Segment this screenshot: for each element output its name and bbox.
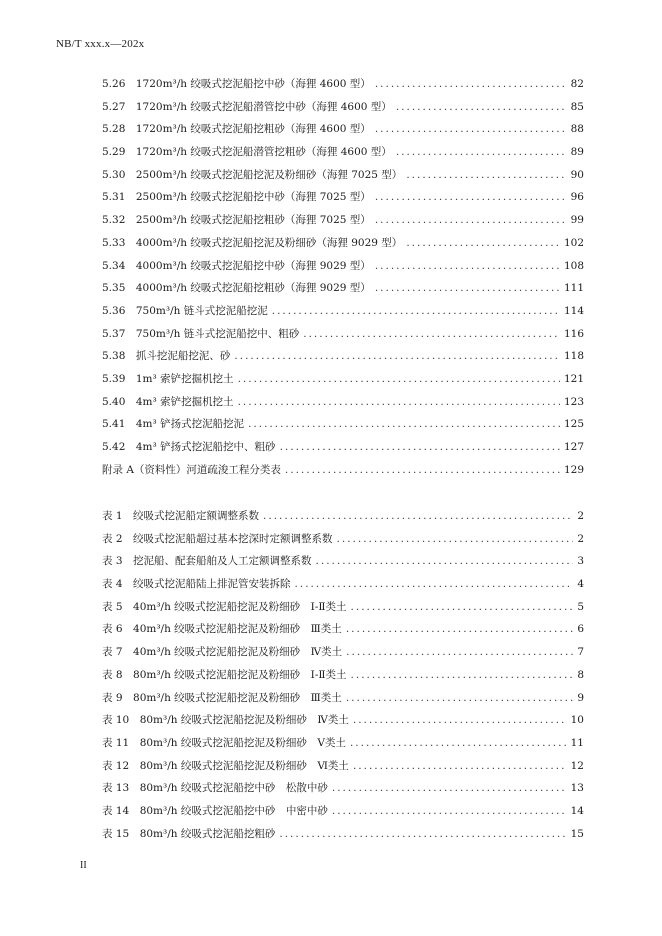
table-entry[interactable] — [102, 644, 584, 667]
toc-entry-label: 5.31 2500m³/h 绞吸式挖泥船挖中砂（海狸 7025 型） — [102, 191, 371, 204]
leader-dots — [238, 373, 560, 385]
table-entry-page: 9 — [577, 691, 584, 704]
toc-entry-label: 5.37 750m³/h 链斗式挖泥船挖中、粗砂 — [102, 327, 300, 340]
leader-dots — [375, 214, 567, 226]
table-entry-label: 表 7 40m³/h 绞吸式挖泥船挖泥及粉细砂 Ⅳ类土 — [102, 646, 343, 659]
leader-dots — [396, 101, 567, 113]
toc-entry-label: 5.30 2500m³/h 绞吸式挖泥船挖泥及粉细砂（海狸 7025 型） — [102, 168, 403, 181]
leader-dots — [375, 260, 560, 272]
leader-dots — [280, 441, 560, 453]
table-entry[interactable] — [102, 621, 584, 644]
toc-entry[interactable] — [102, 235, 584, 258]
table-entry-page: 12 — [570, 759, 584, 772]
leader-dots — [375, 191, 567, 203]
toc-entry-label: 5.27 1720m³/h 绞吸式挖泥船潜管挖中砂（海狸 4600 型） — [102, 100, 392, 113]
toc-entry-page: 89 — [570, 146, 584, 159]
table-entry-label: 表 11 80m³/h 绞吸式挖泥船挖泥及粉细砂 Ⅴ类土 — [102, 736, 346, 749]
toc-entry-label: 5.35 4000m³/h 绞吸式挖泥船挖粗砂（海狸 9029 型） — [102, 282, 371, 295]
toc-entry-page: 99 — [570, 214, 584, 227]
table-entry-page: 2 — [577, 510, 584, 522]
leader-dots — [316, 555, 574, 567]
toc-entry-page: 90 — [570, 168, 584, 181]
table-entry-page: 13 — [570, 782, 584, 795]
leader-dots — [375, 78, 567, 90]
toc-entry[interactable] — [102, 371, 584, 394]
table-entry-label: 表 2 绞吸式挖泥船超过基本挖深时定额调整系数 — [102, 532, 333, 545]
table-entry-page: 4 — [577, 578, 584, 591]
leader-dots — [332, 805, 567, 817]
table-entry-label: 表 12 80m³/h 绞吸式挖泥船挖泥及粉细砂 Ⅵ类土 — [102, 759, 349, 772]
table-entry[interactable] — [102, 531, 584, 554]
toc-entry-page: 129 — [563, 463, 584, 476]
toc-entry-label: 5.28 1720m³/h 绞吸式挖泥船挖粗砂（海狸 4600 型） — [102, 123, 371, 136]
table-entry-page: 14 — [570, 804, 584, 817]
toc-entry-label: 5.29 1720m³/h 绞吸式挖泥船潜管挖粗砂（海狸 4600 型） — [102, 146, 392, 159]
toc-entry-page: 88 — [570, 123, 584, 136]
toc-entry-page: 85 — [570, 100, 584, 113]
leader-dots — [234, 350, 560, 362]
table-entry-label: 表 8 80m³/h 绞吸式挖泥船挖泥及粉细砂 Ⅰ-Ⅱ类土 — [102, 668, 347, 681]
table-entry[interactable] — [102, 712, 584, 735]
toc-entry-page: 82 — [570, 78, 584, 90]
leader-dots — [351, 669, 574, 681]
table-entry[interactable] — [102, 553, 584, 576]
toc-entry[interactable] — [102, 76, 584, 99]
toc-entry[interactable] — [102, 144, 584, 167]
toc-entry[interactable] — [102, 348, 584, 371]
toc-entry-page: 111 — [563, 282, 584, 295]
toc-entry-label: 5.41 4m³ 铲扬式挖泥船挖泥 — [102, 418, 245, 431]
toc-entry-label: 附录 A（资料性）河道疏浚工程分类表 — [102, 463, 281, 476]
leader-dots — [375, 123, 567, 135]
toc-entry-page: 96 — [570, 191, 584, 204]
table-entry[interactable] — [102, 758, 584, 781]
toc-entry[interactable] — [102, 326, 584, 349]
toc-entry-label: 5.33 4000m³/h 绞吸式挖泥船挖泥及粉细砂（海狸 9029 型） — [102, 236, 403, 249]
toc-entry[interactable] — [102, 189, 584, 212]
toc-entry-label: 5.34 4000m³/h 绞吸式挖泥船挖中砂（海狸 9029 型） — [102, 259, 371, 272]
leader-dots — [353, 714, 567, 726]
toc-entry-label: 5.36 750m³/h 链斗式挖泥船挖泥 — [102, 304, 268, 317]
toc-entry-page: 102 — [563, 236, 584, 249]
leader-dots — [351, 601, 574, 613]
table-entry-page: 6 — [577, 623, 584, 636]
table-entry-page: 3 — [577, 555, 584, 568]
toc-entry-page: 108 — [563, 259, 584, 272]
toc-entry-label: 5.42 4m³ 铲扬式挖泥船挖中、粗砂 — [102, 441, 276, 453]
toc-entry[interactable] — [102, 258, 584, 281]
table-entry-page: 8 — [577, 668, 584, 681]
toc-entry-page: 127 — [563, 441, 584, 453]
leader-dots — [406, 169, 566, 181]
toc-entry-page: 114 — [563, 304, 584, 317]
table-entry-page: 15 — [570, 827, 584, 840]
leader-dots — [279, 828, 566, 840]
leader-dots — [346, 692, 574, 704]
running-header: NB/T xxx.x—202x — [56, 38, 145, 50]
leader-dots — [396, 146, 567, 158]
table-entry-label: 表 3 挖泥船、配套船舶及人工定额调整系数 — [102, 555, 312, 568]
table-entry[interactable] — [102, 576, 584, 599]
toc-entry-appendix[interactable] — [102, 462, 584, 485]
toc-entry-page: 118 — [563, 350, 584, 363]
table-entry[interactable] — [102, 780, 584, 803]
leader-dots — [332, 782, 567, 794]
toc-entry[interactable] — [102, 416, 584, 439]
table-entry[interactable] — [102, 803, 584, 826]
toc-entry-label: 5.38 抓斗挖泥船挖泥、砂 — [102, 350, 231, 363]
toc-entry-page: 125 — [563, 418, 584, 431]
toc-tables — [102, 508, 584, 848]
toc-entry-page: 123 — [563, 395, 584, 408]
table-entry[interactable] — [102, 735, 584, 758]
toc-entry[interactable] — [102, 121, 584, 144]
toc-entry[interactable] — [102, 303, 584, 326]
toc-entry-page: 116 — [563, 327, 584, 340]
leader-dots — [375, 282, 560, 294]
page-number: II — [80, 860, 87, 871]
table-entry-page: 7 — [577, 646, 584, 659]
leader-dots — [353, 760, 567, 772]
toc-entry-label: 5.26 1720m³/h 绞吸式挖泥船挖中砂（海狸 4600 型） — [102, 78, 371, 90]
toc-entry[interactable] — [102, 280, 584, 303]
table-entry-label: 表 1 绞吸式挖泥船定额调整系数 — [102, 510, 260, 522]
toc-entry[interactable] — [102, 439, 584, 462]
toc-entry-label: 5.32 2500m³/h 绞吸式挖泥船挖粗砂（海狸 7025 型） — [102, 214, 371, 227]
leader-dots — [346, 646, 573, 658]
table-entry[interactable] — [102, 599, 584, 622]
toc-entry-label: 5.40 4m³ 索铲挖掘机挖土 — [102, 395, 234, 408]
table-entry[interactable] — [102, 826, 584, 849]
leader-dots — [337, 533, 574, 545]
table-entry[interactable] — [102, 690, 584, 713]
leader-dots — [272, 305, 560, 317]
table-entry-label: 表 10 80m³/h 绞吸式挖泥船挖泥及粉细砂 Ⅳ类土 — [102, 714, 349, 727]
table-entry-page: 11 — [570, 736, 584, 749]
table-entry-label: 表 5 40m³/h 绞吸式挖泥船挖泥及粉细砂 Ⅰ-Ⅱ类土 — [102, 600, 347, 613]
leader-dots — [263, 510, 573, 522]
table-entry-page: 10 — [570, 714, 584, 727]
toc-sections — [102, 76, 584, 484]
leader-dots — [295, 578, 574, 590]
leader-dots — [303, 328, 560, 340]
table-entry-label: 表 9 80m³/h 绞吸式挖泥船挖泥及粉细砂 Ⅲ类土 — [102, 691, 342, 704]
table-entry-label: 表 4 绞吸式挖泥船陆上排泥管安装拆除 — [102, 578, 291, 591]
leader-dots — [346, 623, 574, 635]
toc-entry[interactable] — [102, 394, 584, 417]
table-entry[interactable] — [102, 667, 584, 690]
table-entry-page: 2 — [577, 532, 584, 545]
table-entry-label: 表 15 80m³/h 绞吸式挖泥船挖粗砂 — [102, 827, 276, 840]
toc-entry[interactable] — [102, 212, 584, 235]
leader-dots — [248, 418, 560, 430]
leader-dots — [238, 396, 560, 408]
leader-dots — [285, 464, 560, 476]
table-entry-label: 表 6 40m³/h 绞吸式挖泥船挖泥及粉细砂 Ⅲ类土 — [102, 623, 342, 636]
toc-entry[interactable] — [102, 167, 584, 190]
toc-entry-label: 5.39 1m³ 索铲挖掘机挖土 — [102, 372, 234, 385]
table-entry[interactable] — [102, 508, 584, 531]
table-entry-label: 表 13 80m³/h 绞吸式挖泥船挖中砂 松散中砂 — [102, 782, 328, 795]
toc-entry[interactable] — [102, 99, 584, 122]
leader-dots — [350, 737, 567, 749]
leader-dots — [406, 237, 560, 249]
table-entry-label: 表 14 80m³/h 绞吸式挖泥船挖中砂 中密中砂 — [102, 804, 328, 817]
table-entry-page: 5 — [577, 600, 584, 613]
toc-entry-page: 121 — [563, 372, 584, 385]
